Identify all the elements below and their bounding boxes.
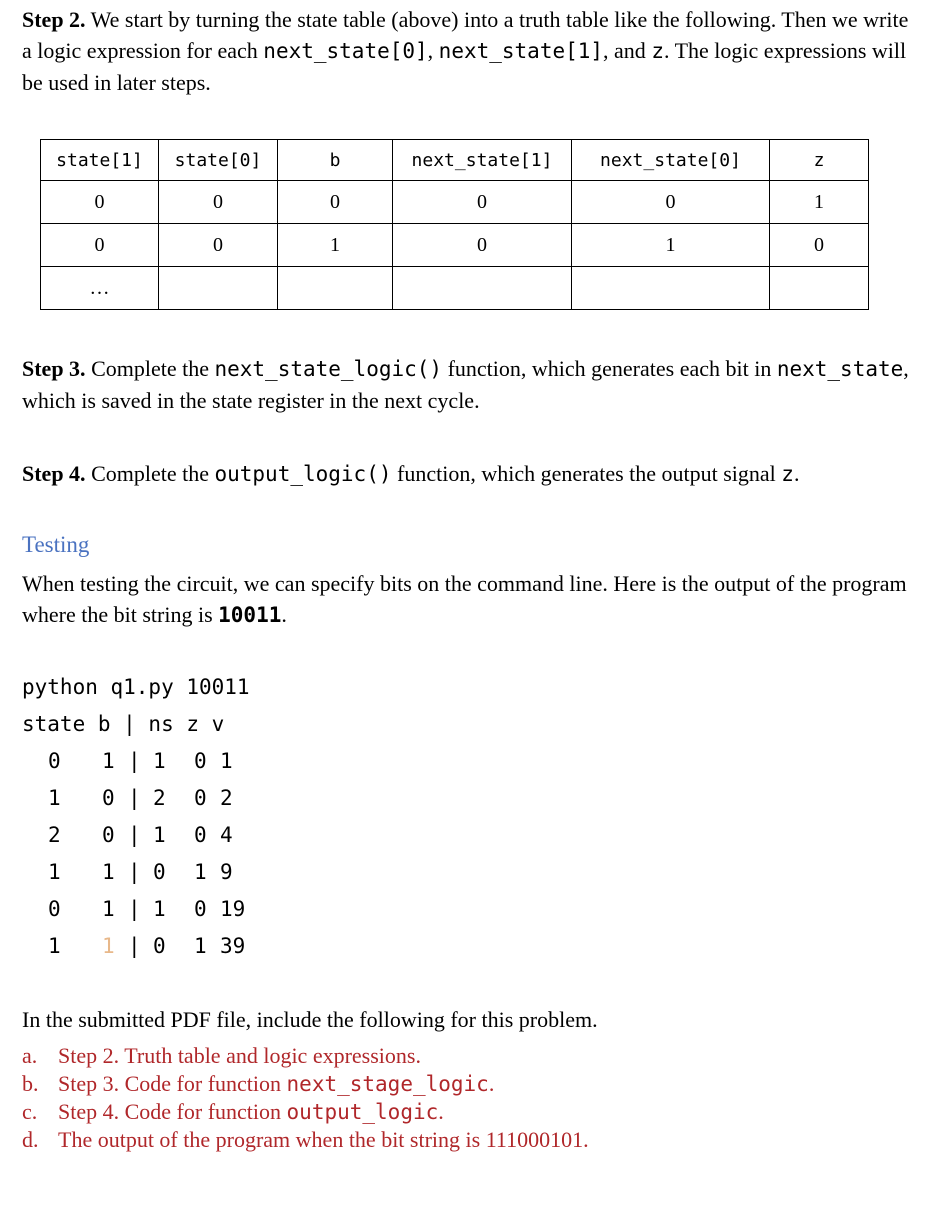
step3-paragraph — [22, 353, 912, 416]
terminal-separator: | — [128, 786, 141, 810]
table-cell: 0 — [159, 181, 278, 224]
testing-paragraph — [22, 568, 912, 631]
terminal-cell-ns: 1 — [153, 897, 166, 921]
terminal-command: python q1.py 10011 — [22, 675, 250, 699]
step2-paragraph — [22, 4, 912, 98]
terminal-cell-state: 0 — [48, 749, 61, 773]
terminal-cell-z: 1 — [194, 934, 207, 958]
step2-sep1: , — [427, 38, 439, 63]
terminal-cell-b: 1 — [102, 749, 115, 773]
table-cell: 1 — [770, 181, 869, 224]
terminal-cell-b: 0 — [102, 823, 115, 847]
table-cell — [159, 267, 278, 310]
step3-text3: , which is saved in the state register in the next cycle. — [22, 356, 909, 413]
header-state-1: state[1] — [41, 140, 159, 181]
terminal-separator: | — [128, 897, 141, 921]
truth-table — [40, 139, 869, 310]
table-cell — [770, 267, 869, 310]
list-item-text: The output of the program when the bit string is 111000101. — [58, 1127, 589, 1152]
table-cell: 0 — [278, 181, 393, 224]
terminal-cell-z: 1 — [194, 860, 207, 884]
step3-code-next-state-logic: next_state_logic() — [214, 357, 443, 381]
list-item — [22, 1098, 589, 1126]
list-item-label: b. — [22, 1071, 39, 1096]
table-cell: 1 — [572, 224, 770, 267]
table-cell — [278, 267, 393, 310]
step3-text2: function, which generates each bit in — [442, 356, 777, 381]
list-item-code-next-stage-logic: next_stage_logic — [286, 1072, 489, 1096]
terminal-separator: | — [128, 749, 141, 773]
table-cell: 0 — [393, 181, 572, 224]
terminal-cell-ns: 0 — [153, 934, 166, 958]
table-cell: 0 — [41, 224, 159, 267]
table-cell — [572, 267, 770, 310]
terminal-cell-b: 1 — [102, 934, 115, 958]
terminal-header: state b | ns z v — [22, 712, 225, 736]
step4-text3: . — [793, 461, 800, 486]
terminal-separator: | — [128, 860, 141, 884]
terminal-cell-v: 19 — [220, 897, 246, 921]
terminal-cell-state: 0 — [48, 897, 61, 921]
step3-code-next-state: next_state — [776, 357, 904, 381]
terminal-cell-z: 0 — [194, 823, 207, 847]
terminal-cell-ns: 2 — [153, 786, 166, 810]
list-item-text: Step 4. Code for function — [58, 1099, 287, 1124]
terminal-cell-b: 0 — [102, 786, 115, 810]
terminal-cell-ns: 0 — [153, 860, 166, 884]
table-cell: 0 — [770, 224, 869, 267]
step2-text2: . The logic expressions will be used in later steps. — [22, 38, 907, 95]
testing-bit-string: 10011 — [218, 603, 282, 627]
list-item — [22, 1070, 589, 1098]
table-row — [41, 224, 869, 267]
terminal-separator: | — [128, 934, 141, 958]
testing-heading: Testing — [22, 532, 90, 557]
terminal-cell-z: 0 — [194, 786, 207, 810]
header-state-0: state[0] — [159, 140, 278, 181]
terminal-cell-state: 2 — [48, 823, 61, 847]
terminal-cell-v: 2 — [220, 786, 233, 810]
header-z: z — [770, 140, 869, 181]
list-item-label: c. — [22, 1099, 38, 1124]
terminal-cell-v: 39 — [220, 934, 246, 958]
submission-intro: In the submitted PDF file, include the following for this problem. — [22, 1007, 598, 1032]
header-next-state-1: next_state[1] — [393, 140, 572, 181]
header-next-state-0: next_state[0] — [572, 140, 770, 181]
list-item-tail: . — [488, 1071, 495, 1096]
terminal-cell-v: 9 — [220, 860, 233, 884]
terminal-cell-v: 1 — [220, 749, 233, 773]
table-cell: 0 — [41, 181, 159, 224]
truth-table-header-row — [41, 140, 869, 181]
table-cell: 1 — [278, 224, 393, 267]
step4-text1: Complete the — [85, 461, 215, 486]
terminal-cell-state: 1 — [48, 786, 61, 810]
terminal-separator: | — [128, 823, 141, 847]
table-cell-ellipsis: … — [41, 267, 159, 310]
terminal-cell-z: 0 — [194, 749, 207, 773]
list-item-label: a. — [22, 1043, 38, 1068]
list-item-label: d. — [22, 1127, 39, 1152]
list-item-text: Step 3. Code for function — [58, 1071, 287, 1096]
list-item-tail: . — [438, 1099, 444, 1124]
table-row — [41, 181, 869, 224]
list-item-text: Step 2. Truth table and logic expressions. — [58, 1043, 421, 1068]
header-b: b — [278, 140, 393, 181]
submission-list — [22, 1042, 589, 1154]
step4-paragraph — [22, 458, 912, 490]
step2-sep2: , and — [603, 38, 652, 63]
step2-code-next-state-1: next_state[1] — [438, 39, 604, 63]
testing-text1: When testing the circuit, we can specify bits on the command line. Here is the output of the program where the bit string is — [22, 571, 907, 627]
step3-text1: Complete the — [85, 356, 215, 381]
table-row-ellipsis — [41, 267, 869, 310]
testing-text2: . — [281, 602, 287, 627]
table-cell — [393, 267, 572, 310]
table-cell: 0 — [572, 181, 770, 224]
table-cell: 0 — [159, 224, 278, 267]
terminal-cell-b: 1 — [102, 897, 115, 921]
list-item — [22, 1126, 589, 1154]
step4-code-z: z — [781, 462, 794, 486]
step4-code-output-logic: output_logic() — [214, 462, 392, 486]
terminal-cell-ns: 1 — [153, 749, 166, 773]
step3-label: Step 3. — [22, 356, 86, 381]
terminal-cell-b: 1 — [102, 860, 115, 884]
step2-code-next-state-0: next_state[0] — [263, 39, 428, 63]
terminal-cell-ns: 1 — [153, 823, 166, 847]
terminal-cell-state: 1 — [48, 934, 61, 958]
list-item-code-output-logic: output_logic — [286, 1100, 439, 1124]
step2-code-z: z — [651, 39, 664, 63]
list-item — [22, 1042, 589, 1070]
terminal-cell-state: 1 — [48, 860, 61, 884]
table-cell: 0 — [393, 224, 572, 267]
terminal-cell-z: 0 — [194, 897, 207, 921]
step2-text1: We start by turning the state table (above) into a truth table like the following. Then we write a logic expression for each — [22, 7, 909, 63]
step2-label: Step 2. — [22, 7, 86, 32]
step4-label: Step 4. — [22, 461, 86, 486]
terminal-cell-v: 4 — [220, 823, 233, 847]
step4-text2: function, which generates the output signal — [391, 461, 782, 486]
